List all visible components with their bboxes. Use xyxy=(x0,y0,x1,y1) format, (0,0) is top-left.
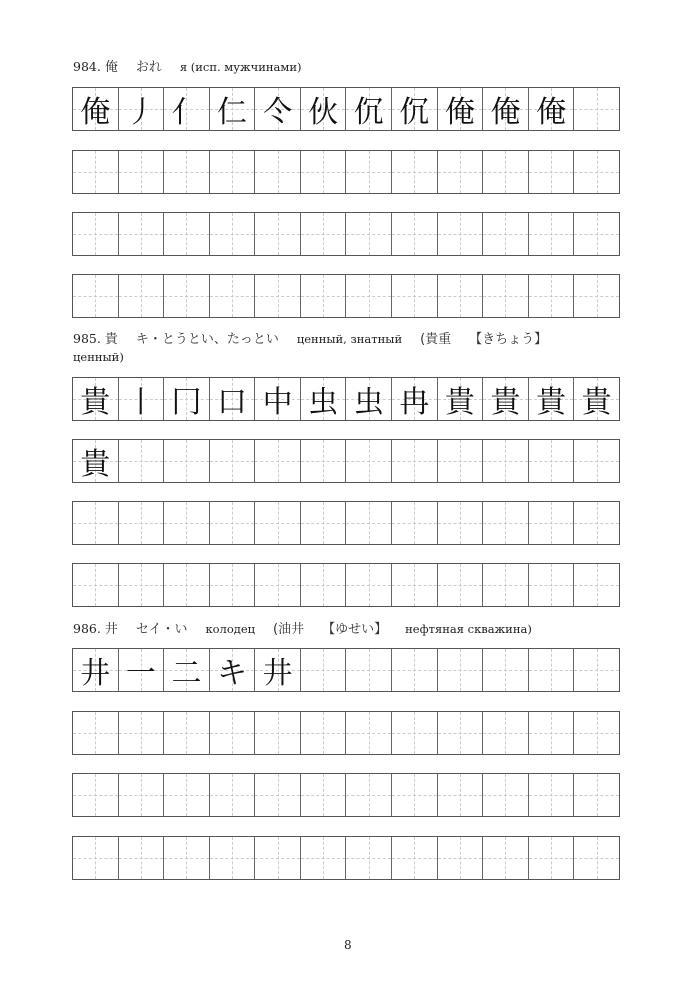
practice-cell xyxy=(529,774,575,816)
practice-cell xyxy=(210,88,256,130)
practice-cell xyxy=(574,712,619,754)
practice-row xyxy=(72,439,620,483)
practice-cell xyxy=(119,275,165,317)
practice-row xyxy=(72,773,620,817)
entry-number: 985. 貴 xyxy=(73,331,118,347)
practice-cell xyxy=(574,151,619,193)
practice-cell xyxy=(210,712,256,754)
stroke-order-glyph: 中 xyxy=(262,385,293,420)
readings: キ・とうとい、たっとい xyxy=(135,332,279,347)
stroke-order-glyph: 仁 xyxy=(217,95,248,130)
practice-cell xyxy=(255,378,301,420)
practice-cell xyxy=(392,440,438,482)
meaning: колодец xyxy=(205,622,256,636)
stroke-order-glyph: 俺 xyxy=(80,95,111,130)
practice-cell xyxy=(164,712,210,754)
practice-cell xyxy=(119,88,165,130)
practice-cell xyxy=(346,440,392,482)
practice-cell xyxy=(210,774,256,816)
stroke-order-glyph: 仒 xyxy=(262,95,293,130)
practice-row xyxy=(72,274,620,318)
practice-cell xyxy=(346,213,392,255)
entry-header-984 xyxy=(73,58,633,76)
practice-cell xyxy=(392,712,438,754)
entry-number: 986. 井 xyxy=(73,621,118,637)
stroke-order-glyph: 貴 xyxy=(581,385,612,420)
practice-cell xyxy=(255,649,301,691)
practice-cell xyxy=(438,502,484,544)
page-number: 8 xyxy=(344,938,352,952)
practice-cell xyxy=(73,88,119,130)
practice-cell xyxy=(438,213,484,255)
practice-cell xyxy=(483,440,529,482)
practice-cell xyxy=(255,213,301,255)
practice-cell xyxy=(119,712,165,754)
practice-cell xyxy=(392,213,438,255)
practice-cell xyxy=(210,275,256,317)
practice-cell xyxy=(346,88,392,130)
practice-cell xyxy=(392,649,438,691)
practice-cell xyxy=(210,649,256,691)
stroke-order-glyph: 冉 xyxy=(399,385,430,420)
practice-cell xyxy=(255,502,301,544)
practice-cell xyxy=(210,151,256,193)
practice-cell xyxy=(438,88,484,130)
stroke-order-glyph: 口 xyxy=(217,385,248,420)
stroke-order-glyph: 伔 xyxy=(399,95,430,130)
practice-cell xyxy=(73,837,119,879)
practice-cell xyxy=(210,564,256,606)
practice-row xyxy=(72,377,620,421)
practice-cell xyxy=(210,837,256,879)
practice-row xyxy=(72,150,620,194)
practice-cell xyxy=(210,502,256,544)
practice-cell xyxy=(164,837,210,879)
example-word: (貴重 xyxy=(420,332,452,347)
entry-number: 984. 俺 xyxy=(73,59,118,75)
practice-cell xyxy=(73,712,119,754)
stroke-order-glyph: 俺 xyxy=(490,95,521,130)
practice-cell xyxy=(529,837,575,879)
practice-cell xyxy=(119,649,165,691)
practice-cell xyxy=(255,837,301,879)
practice-cell xyxy=(164,502,210,544)
practice-row xyxy=(72,87,620,131)
stroke-order-glyph: 伙 xyxy=(308,95,339,130)
practice-cell xyxy=(392,275,438,317)
stroke-order-glyph: 井 xyxy=(262,656,293,691)
practice-cell xyxy=(119,837,165,879)
practice-cell xyxy=(574,564,619,606)
practice-cell xyxy=(301,213,347,255)
practice-cell xyxy=(164,440,210,482)
practice-cell xyxy=(483,151,529,193)
stroke-order-glyph: 俺 xyxy=(536,95,567,130)
practice-cell xyxy=(73,378,119,420)
practice-cell xyxy=(301,649,347,691)
stroke-order-glyph: 虫 xyxy=(308,385,339,420)
practice-cell xyxy=(119,440,165,482)
practice-cell xyxy=(73,774,119,816)
practice-cell xyxy=(301,440,347,482)
practice-cell xyxy=(392,774,438,816)
practice-cell xyxy=(438,649,484,691)
practice-cell xyxy=(346,774,392,816)
practice-cell xyxy=(483,564,529,606)
practice-cell xyxy=(255,564,301,606)
practice-cell xyxy=(483,88,529,130)
practice-cell xyxy=(346,151,392,193)
practice-cell xyxy=(301,275,347,317)
stroke-order-glyph: 井 xyxy=(80,656,111,691)
practice-cell xyxy=(392,151,438,193)
practice-cell xyxy=(346,275,392,317)
practice-cell xyxy=(529,378,575,420)
practice-cell xyxy=(483,837,529,879)
practice-cell xyxy=(483,649,529,691)
entry-header-985 xyxy=(73,330,633,366)
stroke-order-glyph: 伔 xyxy=(353,95,384,130)
practice-cell xyxy=(483,378,529,420)
practice-row xyxy=(72,212,620,256)
practice-cell xyxy=(119,378,165,420)
practice-cell xyxy=(255,151,301,193)
practice-cell xyxy=(529,275,575,317)
practice-cell xyxy=(301,712,347,754)
practice-cell xyxy=(73,440,119,482)
practice-cell xyxy=(210,213,256,255)
practice-cell xyxy=(346,837,392,879)
practice-cell xyxy=(73,502,119,544)
practice-cell xyxy=(392,88,438,130)
stroke-order-glyph: 冂 xyxy=(171,385,202,420)
stroke-order-glyph: 貴 xyxy=(80,447,111,482)
practice-cell xyxy=(574,88,619,130)
practice-cell xyxy=(529,213,575,255)
practice-row xyxy=(72,648,620,692)
practice-cell xyxy=(574,440,619,482)
stroke-order-glyph: 丿 xyxy=(125,95,156,130)
practice-cell xyxy=(438,440,484,482)
stroke-order-glyph: 亻 xyxy=(171,95,202,130)
practice-cell xyxy=(438,712,484,754)
example-reading: 【きちょう】 xyxy=(469,332,548,347)
practice-cell xyxy=(574,649,619,691)
practice-cell xyxy=(346,378,392,420)
practice-cell xyxy=(301,837,347,879)
practice-cell xyxy=(210,440,256,482)
practice-cell xyxy=(529,712,575,754)
example-reading: 【ゆせい】 xyxy=(322,622,388,637)
practice-cell xyxy=(301,564,347,606)
practice-cell xyxy=(483,712,529,754)
practice-row xyxy=(72,836,620,880)
practice-cell xyxy=(73,564,119,606)
readings: おれ xyxy=(135,60,162,75)
practice-cell xyxy=(392,837,438,879)
practice-cell xyxy=(73,151,119,193)
practice-cell xyxy=(529,502,575,544)
example-word: (油井 xyxy=(273,622,305,637)
practice-cell xyxy=(438,378,484,420)
practice-cell xyxy=(529,88,575,130)
practice-cell xyxy=(529,440,575,482)
practice-cell xyxy=(119,151,165,193)
practice-cell xyxy=(164,88,210,130)
practice-cell xyxy=(301,378,347,420)
practice-cell xyxy=(438,837,484,879)
practice-cell xyxy=(438,275,484,317)
practice-cell xyxy=(301,88,347,130)
practice-cell xyxy=(392,502,438,544)
practice-row xyxy=(72,711,620,755)
practice-cell xyxy=(119,774,165,816)
practice-cell xyxy=(438,774,484,816)
practice-cell xyxy=(438,151,484,193)
stroke-order-glyph: キ xyxy=(217,656,248,691)
practice-row xyxy=(72,501,620,545)
practice-cell xyxy=(255,712,301,754)
practice-cell xyxy=(301,151,347,193)
stroke-order-glyph: 虫 xyxy=(353,385,384,420)
example-meaning: нефтяная скважина) xyxy=(405,622,532,636)
stroke-order-glyph: 貴 xyxy=(490,385,521,420)
practice-cell xyxy=(73,275,119,317)
practice-cell xyxy=(574,275,619,317)
practice-cell xyxy=(574,502,619,544)
meaning: я (исп. мужчинами) xyxy=(179,60,302,74)
practice-cell xyxy=(255,440,301,482)
practice-cell xyxy=(574,774,619,816)
stroke-order-glyph: 貴 xyxy=(80,385,111,420)
practice-cell xyxy=(73,213,119,255)
practice-cell xyxy=(438,564,484,606)
practice-cell xyxy=(574,213,619,255)
practice-row xyxy=(72,563,620,607)
practice-cell xyxy=(255,275,301,317)
practice-cell xyxy=(210,378,256,420)
practice-cell xyxy=(346,502,392,544)
stroke-order-glyph: 俺 xyxy=(444,95,475,130)
practice-cell xyxy=(164,151,210,193)
practice-cell xyxy=(483,275,529,317)
practice-cell xyxy=(529,151,575,193)
practice-cell xyxy=(301,774,347,816)
practice-cell xyxy=(164,774,210,816)
practice-cell xyxy=(301,502,347,544)
practice-cell xyxy=(164,564,210,606)
practice-cell xyxy=(483,774,529,816)
meaning: ценный, знатный xyxy=(296,332,403,346)
entry-header-986 xyxy=(73,620,633,638)
practice-cell xyxy=(255,88,301,130)
practice-cell xyxy=(483,213,529,255)
practice-cell xyxy=(164,649,210,691)
stroke-order-glyph: 貴 xyxy=(536,385,567,420)
example-meaning: ценный) xyxy=(73,350,124,364)
practice-cell xyxy=(73,649,119,691)
practice-cell xyxy=(346,564,392,606)
practice-cell xyxy=(574,837,619,879)
practice-cell xyxy=(164,378,210,420)
practice-cell xyxy=(119,502,165,544)
practice-cell xyxy=(164,275,210,317)
practice-cell xyxy=(119,213,165,255)
practice-cell xyxy=(392,564,438,606)
practice-cell xyxy=(164,213,210,255)
practice-cell xyxy=(255,774,301,816)
practice-cell xyxy=(483,502,529,544)
practice-cell xyxy=(119,564,165,606)
stroke-order-glyph: 貴 xyxy=(444,385,475,420)
stroke-order-glyph: 一 xyxy=(125,656,156,691)
practice-cell xyxy=(529,564,575,606)
readings: セイ・い xyxy=(135,622,188,637)
practice-cell xyxy=(392,378,438,420)
practice-cell xyxy=(346,712,392,754)
practice-cell xyxy=(529,649,575,691)
practice-cell xyxy=(346,649,392,691)
practice-cell xyxy=(574,378,619,420)
stroke-order-glyph: 二 xyxy=(171,656,202,691)
stroke-order-glyph: 丨 xyxy=(125,385,156,420)
